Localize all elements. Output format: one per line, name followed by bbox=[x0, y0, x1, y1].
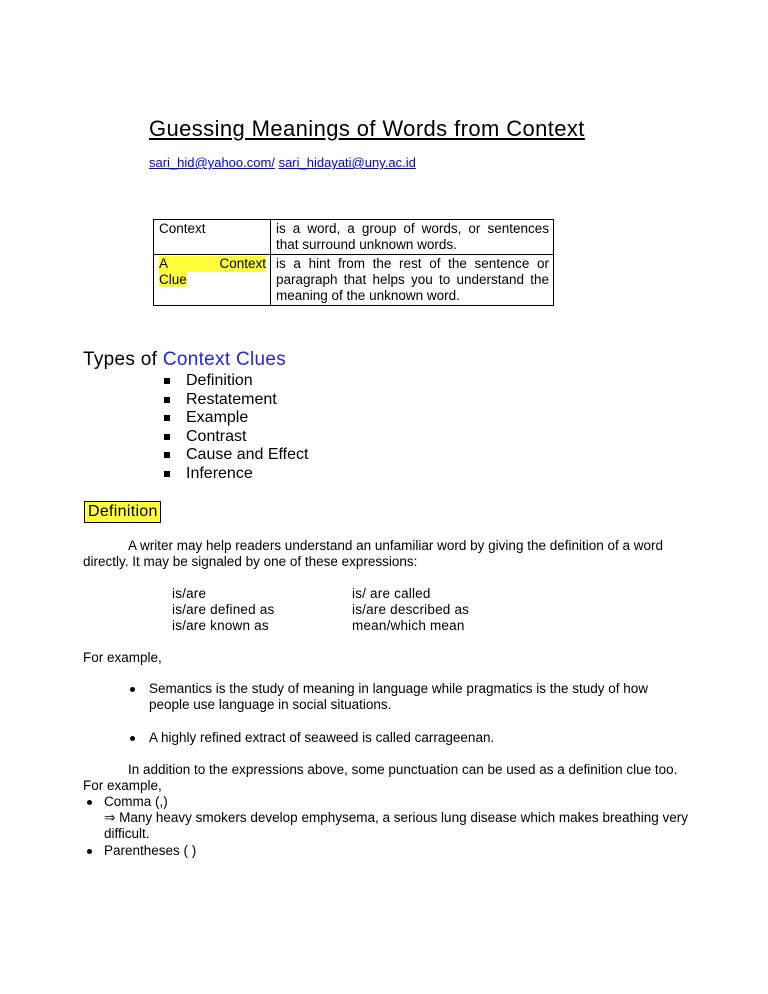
list-item: Definition bbox=[159, 372, 308, 391]
expression: is/are bbox=[172, 586, 207, 601]
page-title: Guessing Meanings of Words from Context bbox=[149, 116, 585, 141]
table-row bbox=[154, 220, 554, 255]
parentheses-label: Parentheses ( ) bbox=[104, 843, 197, 858]
list-item: Cause and Effect bbox=[159, 446, 308, 465]
definition-context-clue: is a hint from the rest of the sentence or paragraph that helps you to understand the meaning of the unknown word. bbox=[271, 255, 554, 306]
bullet-dot bbox=[87, 800, 92, 805]
punctuation-intro: In addition to the expressions above, some punctuation can be used as a definition clue too. For example, bbox=[83, 762, 678, 793]
context-definition-table bbox=[153, 219, 554, 306]
bullet-dot bbox=[130, 687, 135, 692]
list-item: Example bbox=[159, 409, 308, 428]
expression: is/are known as bbox=[172, 618, 269, 633]
expression: mean/which mean bbox=[352, 618, 465, 633]
definition-intro: A writer may help readers understand an unfamiliar word by giving the definition of a word directly. It may be signaled by one of these expressions: bbox=[83, 538, 664, 569]
types-heading-highlight: Context Clues bbox=[162, 349, 287, 370]
term-context-clue bbox=[154, 255, 271, 306]
bullet-dot bbox=[87, 849, 92, 854]
table-row bbox=[154, 255, 554, 306]
expression: is/are described as bbox=[352, 602, 470, 617]
example-carrageenan: A highly refined extract of seaweed is called carrageenan. bbox=[149, 730, 495, 745]
author-emails bbox=[149, 155, 416, 170]
types-heading-prefix: Types of bbox=[83, 349, 158, 370]
expression: is/are defined as bbox=[172, 602, 275, 617]
list-item: Contrast bbox=[159, 428, 308, 447]
term-word-clue: Clue bbox=[159, 272, 187, 287]
term-context: Context bbox=[154, 220, 271, 255]
email-link-yahoo[interactable]: sari_hid@yahoo.com/ bbox=[149, 155, 275, 170]
signal-expressions bbox=[172, 586, 532, 634]
expression: is/ are called bbox=[352, 586, 431, 601]
email-link-uny[interactable]: sari_hidayati@uny.ac.id bbox=[278, 155, 416, 170]
definition-context: is a word, a group of words, or sentences that surround unknown words. bbox=[271, 220, 554, 255]
term-word-a: A bbox=[159, 256, 169, 271]
comma-example: ⇒ Many heavy smokers develop emphysema, a serious lung disease which makes breathing very difficult. bbox=[104, 810, 688, 841]
example-semantics: Semantics is the study of meaning in language while pragmatics is the study of how people use language in social situations. bbox=[149, 681, 649, 712]
comma-label: Comma (,) bbox=[104, 794, 168, 809]
bullet-dot bbox=[130, 736, 135, 741]
term-word-context: Context bbox=[219, 256, 266, 271]
list-item: Restatement bbox=[159, 391, 308, 410]
list-item: Inference bbox=[159, 465, 308, 484]
context-clue-types-list bbox=[159, 372, 308, 483]
definition-heading: Definition bbox=[84, 501, 161, 523]
types-heading bbox=[83, 349, 286, 371]
for-example-label: For example, bbox=[83, 650, 162, 665]
